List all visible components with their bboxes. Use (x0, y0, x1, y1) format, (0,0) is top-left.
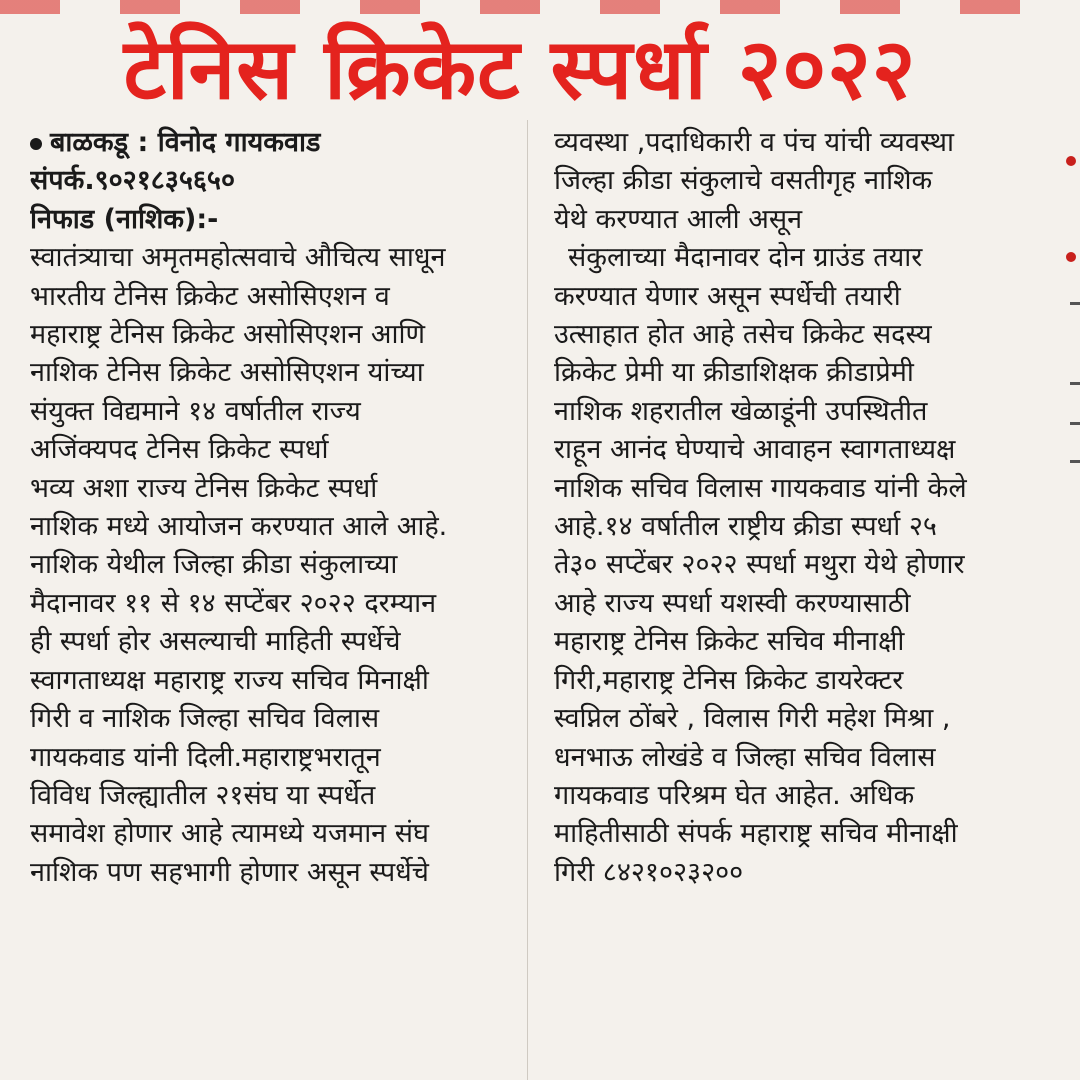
edge-fragment (1070, 460, 1080, 463)
text-line: अजिंक्यपद टेनिस क्रिकेट स्पर्धा (30, 434, 329, 466)
edge-fragment (1070, 302, 1080, 305)
text-line: येथे करण्यात आली असून (554, 203, 803, 235)
column-divider (527, 120, 528, 1080)
adjacent-column-edge (1052, 120, 1080, 1080)
text-line: व्यवस्था ,पदाधिकारी व पंच यांची व्यवस्था (554, 127, 955, 158)
text-line: जिल्हा क्रीडा संकुलाचे वसतीगृह नाशिक (554, 165, 933, 197)
text-line: उत्साहात होत आहे तसेच क्रिकेट सदस्य (554, 319, 932, 351)
text-line: संयुक्त विद्यमाने १४ वर्षातील राज्य (30, 395, 361, 427)
text-line: गिरी व नाशिक जिल्हा सचिव विलास (30, 703, 380, 735)
text-line: महाराष्ट्र टेनिस क्रिकेट असोसिएशन आणि (30, 319, 426, 351)
text-line: गायकवाड यांनी दिली.महाराष्ट्रभरातून (30, 741, 381, 773)
dateline: निफाड (नाशिक):- (30, 203, 219, 235)
text-line: क्रिकेट प्रेमी या क्रीडाशिक्षक क्रीडाप्रेमी (554, 357, 914, 389)
text-line: भव्य अशा राज्य टेनिस क्रिकेट स्पर्धा (30, 472, 378, 504)
edge-fragment (1070, 422, 1080, 425)
left-body-text (30, 239, 506, 892)
edge-bullet-icon (1066, 252, 1076, 262)
text-line: नाशिक शहरातील खेळाडूंनी उपस्थितीत (554, 395, 928, 427)
headline: टेनिस क्रिकेट स्पर्धा २०२२ (123, 20, 917, 118)
text-line: ते३० सप्टेंबर २०२२ स्पर्धा मथुरा येथे होणार (554, 549, 965, 581)
text-line: गायकवाड परिश्रम घेत आहेत. अधिक (554, 779, 915, 811)
text-line: विविध जिल्ह्यातील २१संघ या स्पर्धेत (30, 779, 376, 811)
byline-contact: संपर्क.९०२१८३५६५० (30, 165, 235, 197)
right-body-text (554, 124, 1028, 892)
bullet-icon (30, 138, 42, 150)
left-column (30, 124, 506, 892)
text-line: स्वप्निल ठोंबरे , विलास गिरी महेश मिश्रा , (554, 703, 951, 735)
text-line: ही स्पर्धा होर असल्याची माहिती स्पर्धेचे (30, 626, 401, 658)
text-line: नाशिक सचिव विलास गायकवाड यांनी केले (554, 472, 967, 504)
text-line: आहे.१४ वर्षातील राष्ट्रीय क्रीडा स्पर्धा २५ (554, 511, 937, 543)
text-line: नाशिक मध्ये आयोजन करण्यात आले आहे. (30, 511, 448, 543)
byline-author (30, 124, 506, 162)
text-line: गिरी ८४२१०२३२०० (554, 856, 744, 888)
top-decorative-strip (0, 0, 1080, 14)
text-line: धनभाऊ लोखंडे व जिल्हा सचिव विलास (554, 741, 936, 773)
edge-fragment (1070, 382, 1080, 385)
text-line: आहे राज्य स्पर्धा यशस्वी करण्यासाठी (554, 587, 911, 619)
text-line: नाशिक टेनिस क्रिकेट असोसिएशन यांच्या (30, 357, 424, 389)
right-column (554, 124, 1028, 892)
text-line: संकुलाच्या मैदानावर दोन ग्राउंड तयार (568, 242, 923, 274)
text-line: महाराष्ट्र टेनिस क्रिकेट सचिव मीनाक्षी (554, 626, 905, 658)
byline-author-text: बाळकडू : विनोद गायकवाड (50, 127, 321, 158)
text-line: स्वागताध्यक्ष महाराष्ट्र राज्य सचिव मिनाक्षी (30, 664, 429, 696)
edge-bullet-icon (1066, 156, 1076, 166)
text-line: भारतीय टेनिस क्रिकेट असोसिएशन व (30, 280, 390, 312)
text-line: माहितीसाठी संपर्क महाराष्ट्र सचिव मीनाक्षी (554, 818, 958, 850)
text-line: नाशिक येथील जिल्हा क्रीडा संकुलाच्या (30, 549, 398, 581)
text-line: गिरी,महाराष्ट्र टेनिस क्रिकेट डायरेक्टर (554, 664, 904, 696)
text-line: मैदानावर ११ से १४ सप्टेंबर २०२२ दरम्यान (30, 587, 437, 619)
text-line: स्वातंत्र्याचा अमृतमहोत्सवाचे औचित्य साधून (30, 242, 446, 274)
text-line: नाशिक पण सहभागी होणार असून स्पर्धेचे (30, 856, 429, 888)
text-line: समावेश होणार आहे त्यामध्ये यजमान संघ (30, 818, 429, 850)
text-line: राहून आनंद घेण्याचे आवाहन स्वागताध्यक्ष (554, 434, 956, 466)
text-line: करण्यात येणार असून स्पर्धेची तयारी (554, 280, 901, 312)
